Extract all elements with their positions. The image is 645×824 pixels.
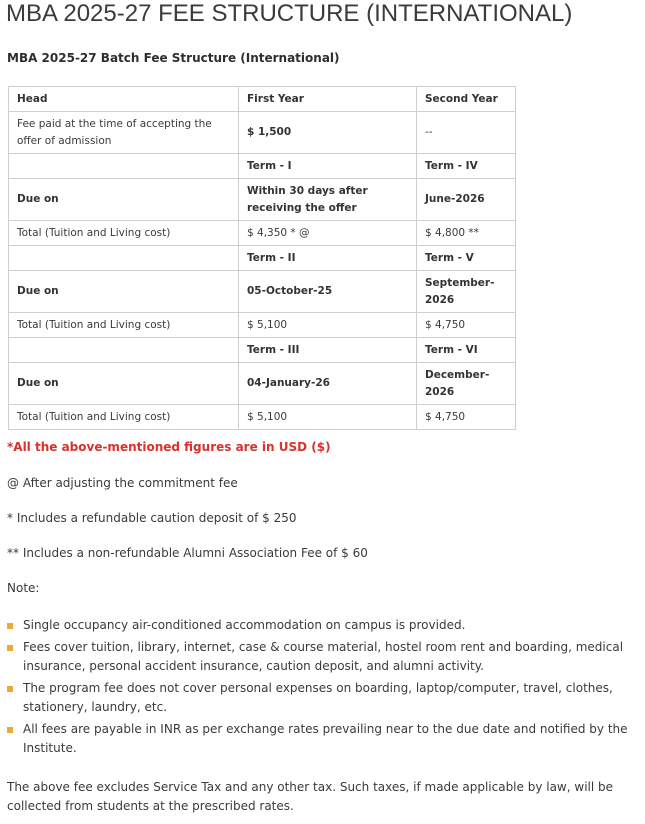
table-cell: $ 5,100 (239, 313, 417, 338)
note-label: Note: (7, 581, 40, 595)
table-cell: Fee paid at the time of accepting the offer of admission (9, 112, 239, 154)
table-cell: Term - VI (417, 338, 516, 363)
header-cell-second-year: Second Year (417, 87, 516, 112)
notes-list (7, 616, 643, 761)
list-item (7, 616, 643, 635)
table-cell: -- (417, 112, 516, 154)
square-bullet-icon (7, 686, 13, 692)
table-cell: Due on (9, 179, 239, 221)
fee-table (8, 86, 516, 430)
table-cell: Term - IV (417, 154, 516, 179)
table-cell: Term - III (239, 338, 417, 363)
table-row (9, 246, 516, 271)
table-cell: 04-January-26 (239, 363, 417, 405)
table-cell: June-2026 (417, 179, 516, 221)
table-header-row (9, 87, 516, 112)
list-item-text: Single occupancy air-conditioned accommodation on campus is provided. (23, 618, 466, 632)
alumni-fee-note: ** Includes a non-refundable Alumni Association Fee of $ 60 (7, 546, 368, 560)
list-item (7, 720, 643, 758)
table-cell: Term - I (239, 154, 417, 179)
list-item (7, 638, 643, 676)
caution-deposit-note: * Includes a refundable caution deposit of $ 250 (7, 511, 297, 525)
table-cell: Due on (9, 271, 239, 313)
table-cell: Within 30 days after receiving the offer (239, 179, 417, 221)
table-row (9, 313, 516, 338)
currency-note: *All the above-mentioned figures are in USD ($) (7, 440, 331, 454)
table-cell: Term - V (417, 246, 516, 271)
table-row (9, 179, 516, 221)
page-title: MBA 2025-27 FEE STRUCTURE (INTERNATIONAL) (6, 0, 573, 27)
table-cell: 05-October-25 (239, 271, 417, 313)
table-row (9, 405, 516, 430)
table-cell: Due on (9, 363, 239, 405)
square-bullet-icon (7, 727, 13, 733)
square-bullet-icon (7, 645, 13, 651)
table-row (9, 154, 516, 179)
table-cell: December-2026 (417, 363, 516, 405)
table-cell: $ 4,750 (417, 313, 516, 338)
table-cell (9, 338, 239, 363)
table-cell: $ 4,800 ** (417, 221, 516, 246)
table-cell: September-2026 (417, 271, 516, 313)
table-row (9, 338, 516, 363)
table-cell: $ 4,750 (417, 405, 516, 430)
list-item-text: Fees cover tuition, library, internet, case & course material, hostel room rent and boarding, medical insurance, personal accident insurance, caution deposit, and alumni activity. (23, 640, 624, 673)
table-cell: Total (Tuition and Living cost) (9, 405, 239, 430)
header-cell-first-year: First Year (239, 87, 417, 112)
table-cell (9, 246, 239, 271)
table-cell: Term - II (239, 246, 417, 271)
tax-disclaimer: The above fee excludes Service Tax and any other tax. Such taxes, if made applicable by law, will be collected from students at the prescribed rates. (7, 780, 614, 813)
list-item-text: The program fee does not cover personal expenses on boarding, laptop/computer, travel, clothes, stationery, laundry, etc. (23, 681, 613, 714)
table-row (9, 363, 516, 405)
square-bullet-icon (7, 623, 13, 629)
commitment-note: @ After adjusting the commitment fee (7, 476, 238, 490)
table-cell: $ 4,350 * @ (239, 221, 417, 246)
table-row (9, 271, 516, 313)
table-cell (9, 154, 239, 179)
table-cell: $ 1,500 (239, 112, 417, 154)
list-item (7, 679, 643, 717)
table-cell: Total (Tuition and Living cost) (9, 221, 239, 246)
section-subtitle: MBA 2025-27 Batch Fee Structure (International) (7, 51, 340, 65)
table-row (9, 112, 516, 154)
table-cell: $ 5,100 (239, 405, 417, 430)
table-row (9, 221, 516, 246)
header-cell-head: Head (9, 87, 239, 112)
table-cell: Total (Tuition and Living cost) (9, 313, 239, 338)
list-item-text: All fees are payable in INR as per exchange rates prevailing near to the due date and notified by the Institute. (23, 722, 628, 755)
